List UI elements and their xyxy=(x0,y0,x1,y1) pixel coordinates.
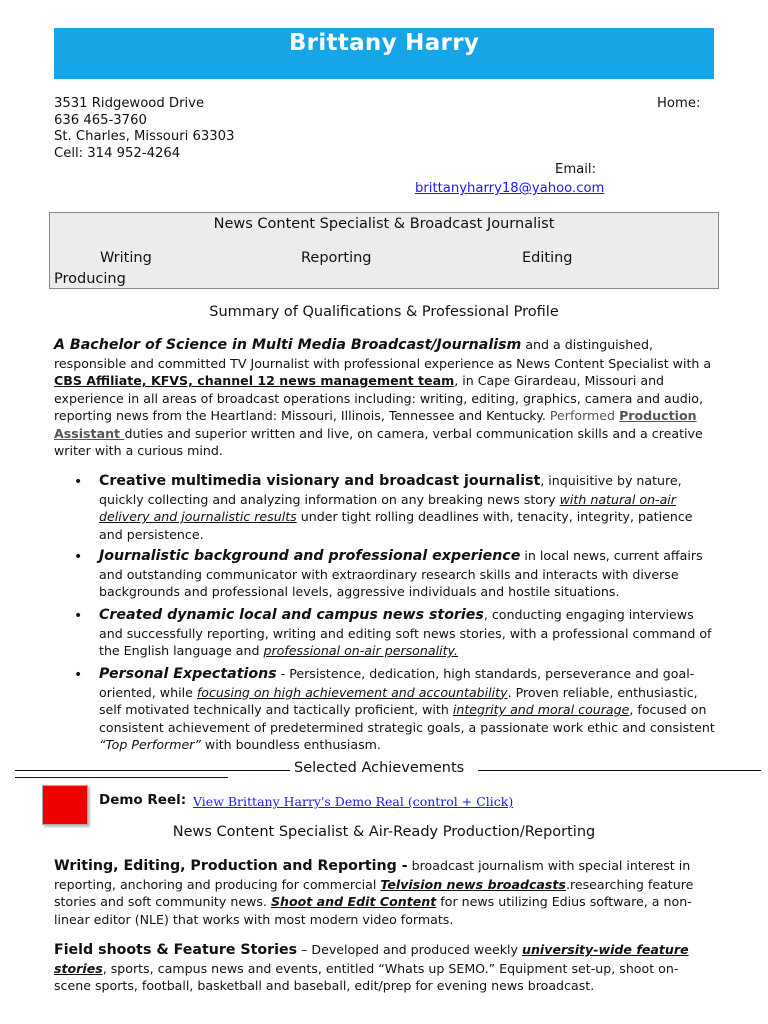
name-banner xyxy=(54,28,714,79)
skill-writing: Writing xyxy=(100,250,152,266)
achievements-subheading: News Content Specialist & Air-Ready Production/Reporting xyxy=(172,824,596,840)
achievements-heading: Selected Achievements xyxy=(294,760,465,776)
skill-producing: Producing xyxy=(54,271,126,287)
bullet-item: Created dynamic local and campus news stories, conducting engaging interviews and successfully reporting, writing and editing soft news stories, with a professional command of the English language and professional on-air personality. xyxy=(99,607,712,658)
email-label: Email: xyxy=(555,162,597,177)
objective-title: News Content Specialist & Broadcast Journalist xyxy=(213,216,555,232)
address-line: 3531 Ridgewood Drive xyxy=(54,96,205,111)
skill-editing: Editing xyxy=(522,250,573,266)
city-state-zip: St. Charles, Missouri 63303 xyxy=(54,129,235,144)
objective-box xyxy=(49,212,719,289)
demo-reel-link[interactable]: View Brittany Harry's Demo Real (control + Click) xyxy=(193,794,514,809)
bullet-dot: • xyxy=(74,549,83,565)
cell-phone: Cell: 314 952-4264 xyxy=(54,145,181,161)
home-label: Home: xyxy=(657,96,701,111)
divider-left xyxy=(15,770,290,771)
phone: 636 465-3760 xyxy=(54,112,147,128)
contact-address xyxy=(54,96,234,162)
bullet-item: Personal Expectations - Persistence, dedication, high standards, perseverance and goal-oriented, while focusing on high achievement and accountability. Proven reliable, enthusiastic, self motivated technically and tactically proficient, with integrity and moral courage, focused on consistent achievement of predetermined strategic goals, a passionate work ethic and consistent “Top Performer” with boundless enthusiasm. xyxy=(99,666,715,752)
achievement-writing: Writing, Editing, Production and Reporting - broadcast journalism with special interest in reporting, anchoring and producing for commercial Telvision news broadcasts.researching feature stories and soft community news. Shoot and Edit Content for news utilizing Edius software, a non-linear editor (NLE) that works with most modern video formats. xyxy=(54,858,694,927)
bullet-dot: • xyxy=(74,474,83,490)
skill-reporting: Reporting xyxy=(301,250,372,266)
bullet-item: Journalistic background and professional experience in local news, current affairs and outstanding communicator with extraordinary research skills and interacts with diverse backgrounds and professional levels, aggressive individuals and hostile situations. xyxy=(99,548,703,599)
demo-reel-label: Demo Reel: xyxy=(99,792,187,808)
email-link[interactable]: brittanyharry18@yahoo.com xyxy=(415,181,605,196)
production-assistant: Production Assistant xyxy=(54,408,697,441)
demo-reel-thumbnail[interactable] xyxy=(42,785,88,825)
summary-heading: Summary of Qualifications & Professional Profile xyxy=(209,304,559,320)
divider-left-lower xyxy=(15,777,228,778)
bullet-item: Creative multimedia visionary and broadcast journalist, inquisitive by nature, quickly collecting and analyzing information on any breaking news story with natural on-air delivery and journalistic results under tight rolling deadlines with, tenacity, integrity, patience and persistence. xyxy=(99,473,693,542)
summary-paragraph: A Bachelor of Science in Multi Media Broadcast/Journalism and a distinguished, responsible and committed TV Journalist with professional experience as News Content Specialist with a CBS Affiliate, KFVS, channel 12 news management team, in Cape Girardeau, Missouri and experience in all areas of broadcast operations including: writing, editing, graphics, camera and audio, reporting news from the Heartland: Missouri, Illinois, Tennessee and Kentucky. Performed Production Assistant duties and superior written and live, on camera, verbal communication skills and a creative writer with a curious mind. xyxy=(54,337,712,458)
achievement-field-shoots: Field shoots & Feature Stories – Developed and produced weekly university-wide feature stories, sports, campus news and events, entitled “Whats up SEMO.” Equipment set-up, shoot on-scene sports, football, basketball and baseball, edit/prep for evening news broadcast. xyxy=(54,942,689,993)
cbs-affiliate: CBS Affiliate, KFVS, channel 12 news management team xyxy=(54,373,455,388)
bullet-dot: • xyxy=(74,608,83,624)
summary-lead: A Bachelor of Science in Multi Media Broadcast/Journalism xyxy=(54,337,522,353)
bullet-dot: • xyxy=(74,667,83,683)
candidate-name: Brittany Harry xyxy=(288,30,480,56)
divider-right xyxy=(478,770,761,771)
